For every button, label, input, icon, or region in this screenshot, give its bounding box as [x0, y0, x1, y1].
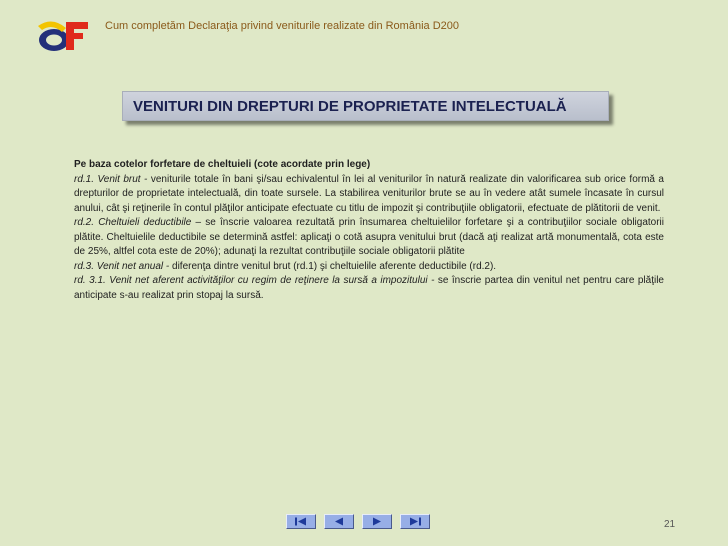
presentation-caption: Cum completăm Declaraţia privind veniturile realizate din România D200 — [105, 20, 459, 32]
section-text: – se înscrie valoarea rezultată prin însumarea cheltuielilor forfetare şi a contribuţiilor sociale obligatorii plătite. Cheltuielile deductibile se determină astfel: aplicaţi o cotă asupra venitului brut (dacă aţi realizat artă monumentală, cota este de 25%, altfel cota este de 20%); adunaţi la rezultat contribuţiile sociale obligatorii plătite — [74, 217, 664, 257]
skip-to-end-icon — [408, 517, 422, 526]
skip-to-start-icon — [294, 517, 308, 526]
first-slide-button[interactable] — [286, 514, 316, 529]
previous-slide-button[interactable] — [324, 514, 354, 529]
slide-title-banner — [122, 91, 609, 121]
arrow-left-icon — [332, 517, 346, 526]
next-slide-button[interactable] — [362, 514, 392, 529]
last-slide-button[interactable] — [400, 514, 430, 529]
section-term: rd.2. Cheltuieli deductibile — [74, 217, 192, 228]
slide-title: VENITURI DIN DREPTURI DE PROPRIETATE INTELECTUALĂ — [133, 98, 567, 115]
section-term: rd. 3.1. Venit net aferent activităţilor cu regim de reţinere la sursă a impozitului - — [74, 275, 435, 286]
slide-body — [74, 158, 664, 303]
section-term: rd.1. Venit brut - — [74, 173, 148, 185]
anaf-logo — [32, 14, 94, 54]
section-text: diferenţa dintre venitul brut (rd.1) şi cheltuielile aferente deductibile (rd.2). — [169, 260, 497, 272]
section-text: se înscrie partea din venitul net pentru care plăţile anticipate s-au realizat prin stopaj la sursă. — [74, 275, 664, 301]
arrow-right-icon — [370, 517, 384, 526]
page-number: 21 — [664, 519, 676, 530]
section-term: rd.3. Venit net anual - — [74, 260, 170, 272]
section-text: veniturile totale în bani şi/sau echivalentul în lei al veniturilor în natură realizate din valorificarea sub orice formă a drepturilor de proprietate intelectuală, din toate sursele. La stabilirea veniturilor brute se au în vedere atât sumele încasate în cursul anului, cât şi reţinerile în contul plăţilor anticipate efectuate cu titlu de impozit şi contribuţiile obligatorii, efectuate de plătitorii de venit. — [74, 173, 664, 214]
section-rd1 — [74, 173, 664, 217]
section-rd31 — [74, 274, 664, 303]
section-rd2 — [74, 216, 664, 260]
section-rd3 — [74, 260, 664, 275]
intro-heading: Pe baza cotelor forfetare de cheltuieli (cote acordate prin lege) — [74, 159, 371, 170]
